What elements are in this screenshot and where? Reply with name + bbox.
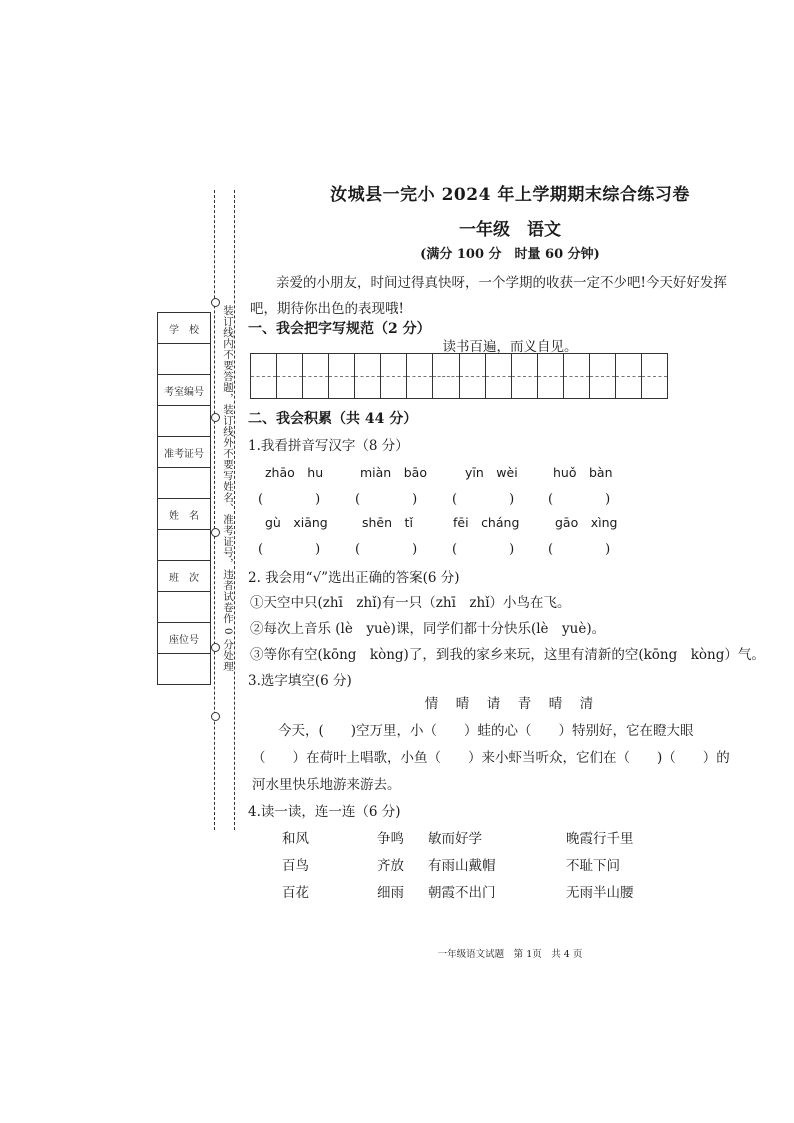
field-room: 考室编号 bbox=[158, 375, 210, 406]
pinyin-item: miàn bāo bbox=[360, 465, 427, 480]
binding-circle bbox=[211, 413, 220, 422]
pinyin-item: gù xiāng bbox=[265, 515, 328, 530]
field-room-blank[interactable] bbox=[158, 406, 210, 437]
grid-cell[interactable] bbox=[460, 354, 486, 398]
answer-blank[interactable]: ( ) bbox=[548, 492, 611, 507]
section1-heading: 一、我会把字写规范（2 分） bbox=[248, 321, 431, 337]
grid-cell[interactable] bbox=[407, 354, 433, 398]
q4-label: 4.读一读，连一连（6 分) bbox=[248, 804, 401, 820]
q2-line[interactable]: ②每次上音乐 (lè yuè)课，同学们都十分快乐(lè yuè)。 bbox=[250, 621, 606, 637]
match-item[interactable]: 争鸣 bbox=[377, 831, 404, 847]
answer-blank[interactable]: ( ) bbox=[452, 492, 515, 507]
pinyin-item: fēi cháng bbox=[453, 515, 520, 530]
answer-blank[interactable]: ( ) bbox=[355, 542, 418, 557]
student-info-table bbox=[157, 312, 211, 685]
grid-cell[interactable] bbox=[590, 354, 616, 398]
pinyin-item: huǒ bàn bbox=[553, 465, 613, 480]
answer-blank[interactable]: ( ) bbox=[452, 542, 515, 557]
binding-circle bbox=[211, 643, 220, 652]
field-class-blank[interactable] bbox=[158, 592, 210, 623]
intro-text: 亲爱的小朋友，时间过得真快呀，一个学期的收获一定不少吧!今天好好发挥吧，期待你出色的表现哦! bbox=[250, 275, 727, 317]
match-item[interactable]: 晚霞行千里 bbox=[566, 831, 634, 847]
match-item[interactable]: 百花 bbox=[282, 885, 309, 901]
field-seat: 座位号 bbox=[158, 623, 210, 654]
match-item[interactable]: 朝霞不出门 bbox=[428, 885, 496, 901]
q3-paragraph[interactable]: 今天，( )空万里，小（ ）蛙的心（ ）特别好，它在瞪大眼（ ）在荷叶上唱歌，小鱼（ ）来小虾当听众，它们在（ )（ ）的河水里快乐地游来游去。 bbox=[252, 723, 730, 793]
answer-blank[interactable]: ( ) bbox=[258, 542, 321, 557]
match-item[interactable]: 百鸟 bbox=[282, 858, 309, 874]
answer-blank[interactable]: ( ) bbox=[258, 492, 321, 507]
grid-cell[interactable] bbox=[564, 354, 590, 398]
grid-cell[interactable] bbox=[329, 354, 355, 398]
grid-cell[interactable] bbox=[355, 354, 381, 398]
grid-cell[interactable] bbox=[277, 354, 303, 398]
grid-cell[interactable] bbox=[616, 354, 642, 398]
answer-blank[interactable]: ( ) bbox=[355, 492, 418, 507]
match-item[interactable]: 不耻下问 bbox=[566, 858, 620, 874]
grid-cell[interactable] bbox=[303, 354, 329, 398]
pinyin-item: gāo xìng bbox=[555, 515, 618, 530]
field-name: 姓 名 bbox=[158, 499, 210, 530]
binding-circle bbox=[211, 712, 220, 721]
q1-label: 1.我看拼音写汉字（8 分） bbox=[248, 438, 409, 454]
match-item[interactable]: 和风 bbox=[282, 831, 309, 847]
page-footer: 一年级语文试题 第 1页 共 4 页 bbox=[437, 949, 583, 960]
grid-cell[interactable] bbox=[642, 354, 667, 398]
q2-line[interactable]: ①天空中只(zhī zhǐ)有一只（zhī zhǐ）小鸟在飞。 bbox=[250, 595, 571, 611]
pinyin-item: zhāo hu bbox=[265, 465, 324, 480]
field-school: 学 校 bbox=[158, 313, 210, 344]
q2-label: 2. 我会用“√”选出正确的答案(6 分) bbox=[248, 570, 460, 586]
writing-grid[interactable] bbox=[250, 353, 668, 399]
copy-sentence: 读书百遍，而义自见。 bbox=[442, 339, 578, 355]
field-name-blank[interactable] bbox=[158, 530, 210, 561]
match-item[interactable]: 有雨山戴帽 bbox=[428, 858, 496, 874]
field-seat-blank[interactable] bbox=[158, 654, 210, 684]
grid-cell[interactable] bbox=[512, 354, 538, 398]
pinyin-item: shēn tǐ bbox=[362, 515, 413, 530]
pinyin-item: yīn wèi bbox=[465, 465, 518, 480]
answer-blank[interactable]: ( ) bbox=[548, 542, 611, 557]
grid-cell[interactable] bbox=[251, 354, 277, 398]
page-title: 汝城县一完小 2024 年上学期期末综合练习卷 bbox=[330, 185, 690, 205]
match-item[interactable]: 无雨半山腰 bbox=[566, 885, 634, 901]
binding-line-outer bbox=[214, 190, 215, 830]
match-item[interactable]: 齐放 bbox=[377, 858, 404, 874]
binding-circle bbox=[211, 298, 220, 307]
field-exam-id: 准考证号 bbox=[158, 437, 210, 468]
binding-notice: 装订线内不要答题，装订线外不要写姓名、准考证号，违者试卷作 0 分处理 bbox=[222, 305, 234, 672]
q2-line[interactable]: ③等你有空(kōng kòng)了，到我的家乡来玩，这里有清新的空(kōng kòng）气。 bbox=[250, 647, 765, 663]
field-exam-id-blank[interactable] bbox=[158, 468, 210, 499]
field-class: 班 次 bbox=[158, 561, 210, 592]
q3-choice-chars: 情 晴 请 青 晴 清 bbox=[424, 696, 596, 712]
grid-cell[interactable] bbox=[381, 354, 407, 398]
subject-title: 一年级 语文 bbox=[459, 220, 561, 240]
score-time: (满分 100 分 时量 60 分钟) bbox=[420, 247, 600, 262]
binding-circle bbox=[211, 528, 220, 537]
field-school-blank[interactable] bbox=[158, 344, 210, 375]
grid-cell[interactable] bbox=[538, 354, 564, 398]
grid-cell[interactable] bbox=[433, 354, 459, 398]
match-item[interactable]: 敏而好学 bbox=[428, 831, 482, 847]
grid-cell[interactable] bbox=[486, 354, 512, 398]
q3-label: 3.选字填空(6 分) bbox=[248, 673, 352, 689]
section2-heading: 二、我会积累（共 44 分） bbox=[248, 411, 418, 427]
match-item[interactable]: 细雨 bbox=[377, 885, 404, 901]
